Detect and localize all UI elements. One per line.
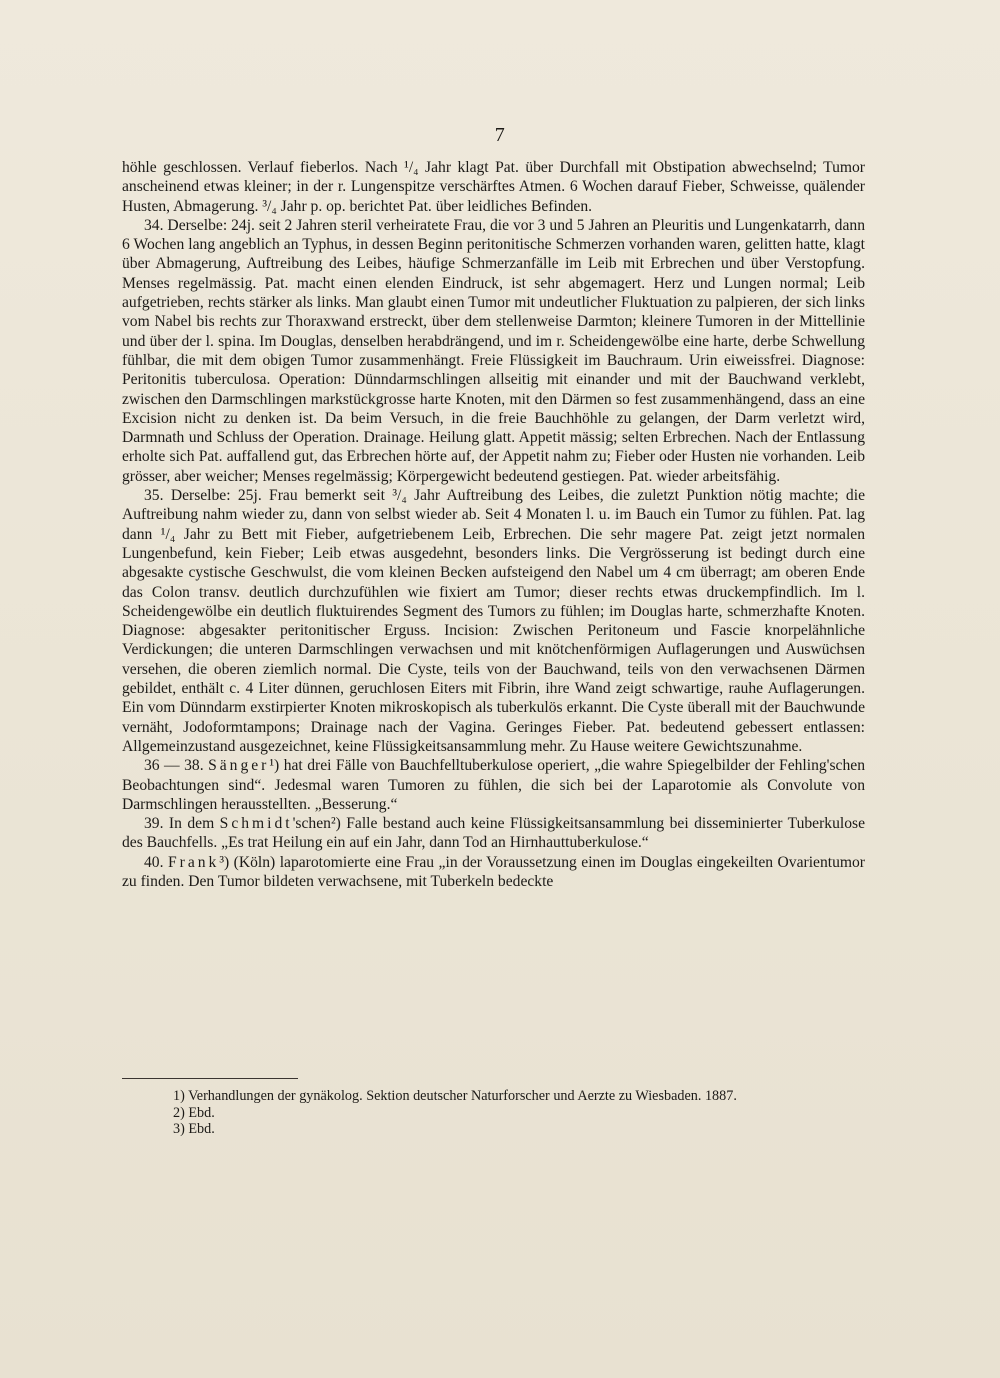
- page-number: 7: [494, 124, 506, 146]
- paragraph-case-36-38: [122, 756, 865, 814]
- paragraph-continuation: höhle geschlossen. Verlauf fieberlos. Nach ¹/₄ Jahr klagt Pat. über Durchfall mit Obstipation abwechselnd; Tumor anscheinend etwas kleiner; in der r. Lungenspitze verschärftes Atmen. 6 Wochen darauf Fieber, Schweisse, quälender Husten, Abmagerung. ³/₄ Jahr p. op. berichtet Pat. über leidliches Befinden.: [122, 159, 865, 215]
- footnotes: [173, 1088, 865, 1138]
- paragraph-text: 'schen²) Falle bestand auch keine Flüssigkeitsansammlung bei disseminierter Tuberkulose des Bauchfells. „Es trat Heilung ein auf ein Jahr, dann Tod an Hirnhauttuberkulose.“: [122, 815, 866, 852]
- paragraph-case-35: 35. Derselbe: 25j. Frau bemerkt seit ³/₄ Jahr Auftreibung des Leibes, die zuletzt Punktion nötig machte; die Auftreibung nahm wieder zu, dann von selbst wieder ab. Seit 4 Monaten l. u. im Bauch ein Tumor zu fühlen. Pat. lag dann ¹/₄ Jahr zu Bett mit Fieber, aufgetriebenem Leib, Erbrechen. Die sehr magere Pat. zeigt jetzt normalen Lungenbefund, kein Fieber; Leib etwas ausgedehnt, besonders links. Die Vergrösserung ist bedingt durch eine abgesakte cystische Geschwulst, die vom kleinen Becken aufsteigend den Nabel um 4 cm überragt; am oberen Ende das Colon transv. deutlich durchzufühlen wie fixiert am Tumor; dieser rechts etwas druckempfindlich. Im l. Scheidengewölbe ein deutlich fluktuirendes Segment des Tumors zu fühlen; im Douglas harte, schmerzhafte Knoten. Diagnose: abgesakter peritonitischer Erguss. Incision: Zwischen Peritoneum und Fascie knorpelähnliche Verdickungen; die unteren Darmschlingen verwachsen und mit knötchenförmigen Auflagerungen und Auswüchsen versehen, die oberen ziemlich normal. Die Cyste, teils von der Bauchwand, teils von den verwachsenen Därmen gebildet, enthält c. 4 Liter dünnen, geruchlosen Eiters mit Fibrin, ihre Wand zeigt schwartige, rauhe Auflagerungen. Ein vom Dünndarm exstirpierter Knoten mikroskopisch als tuberkulös erkannt. Die Cyste überall mit der Bauchwunde vernäht, Jodoformtampons; Drainage nach der Vagina. Geringes Fieber. Pat. bedeutend gebessert entlassen: Allgemeinzustand ausgezeichnet, keine Flüssigkeitsansammlung mehr. Zu Hause weitere Gewichtszunahme.: [122, 487, 865, 755]
- footnote-1: 1) Verhandlungen der gynäkolog. Sektion deutscher Naturforscher und Aerzte zu Wiesbaden. 1887.: [173, 1088, 737, 1104]
- case-number: 39. In dem: [144, 815, 220, 833]
- body-text: [122, 158, 865, 891]
- author-name: Schmidt: [219, 815, 293, 833]
- paragraph-text: ¹) hat drei Fälle von Bauchfelltuberkulose operiert, „die wahre Spiegelbilder der Fehling'schen Beobachtungen sind“. Jedesmal waren Tumoren zu fühlen, die sich bei der Laparotomie als Convolute von Darmschlingen herausstellten. „Besserung.“: [122, 757, 865, 813]
- paragraph-case-39: [122, 814, 865, 853]
- paragraph-case-34: 34. Derselbe: 24j. seit 2 Jahren steril verheiratete Frau, die vor 3 und 5 Jahren an Pleuritis und Lungenkatarrh, dann 6 Wochen lang angeblich an Typhus, in dessen Beginn peritonitische Schmerzen vorhanden waren, gelitten hatte, klagt über Abmagerung, Auftreibung des Leibes, häufige Schmerzanfälle im Leib mit Erbrechen und über Verstopfung. Menses regelmässig. Pat. macht einen elenden Eindruck, ist sehr abgemagert. Herz und Lungen normal; Leib aufgetrieben, rechts stärker als links. Man glaubt einen Tumor mit undeutlicher Fluktuation zu palpieren, der sich links vom Nabel bis rechts zur Thoraxwand erstreckt, über dem stellenweise Darmton; kleinere Tumoren in der Mittellinie und über der l. spina. Im Douglas, denselben herabdrängend, und im r. Scheidengewölbe eine harte, derbe Schwellung fühlbar, die mit dem obigen Tumor zusammenhängt. Freie Flüssigkeit im Bauchraum. Urin eiweissfrei. Diagnose: Peritonitis tuberculosa. Operation: Dünndarmschlingen allseitig mit einander und mit der Bauchwand verklebt, zwischen den Darmschlingen markstückgrosse harte Knoten, mit den Därmen so fest zusammenhängend, dass an eine Excision nicht zu denken ist. Da beim Versuch, in die freie Bauchhöhle zu gelangen, der Darm verletzt wird, Darmnath und Schluss der Operation. Drainage. Heilung glatt. Appetit mässig; selten Erbrechen. Nach der Entlassung erholte sich Pat. auffallend gut, das Erbrechen hörte auf, der Appetit nahm zu; Fieber oder Husten nie vorhanden. Leib grösser, aber weicher; Menses regelmässig; Körpergewicht bedeutend gestiegen. Pat. wieder arbeitsfähig.: [122, 216, 865, 485]
- footnote-divider: [122, 1078, 298, 1079]
- paragraph-text: ³) (Köln) laparotomierte eine Frau „in der Voraussetzung einen im Douglas eingekeilten Ovarientumor zu finden. Den Tumor bildeten verwachsene, mit Tuberkeln bedeckte: [122, 853, 865, 890]
- case-number: 40.: [144, 853, 168, 871]
- case-number: 36 — 38.: [144, 757, 209, 775]
- author-name: Sänger: [208, 757, 270, 775]
- footnote-3: 3) Ebd.: [173, 1121, 215, 1137]
- paragraph-case-40: [122, 853, 865, 892]
- footnote-2: 2) Ebd.: [173, 1104, 215, 1121]
- author-name: Frank: [167, 853, 220, 871]
